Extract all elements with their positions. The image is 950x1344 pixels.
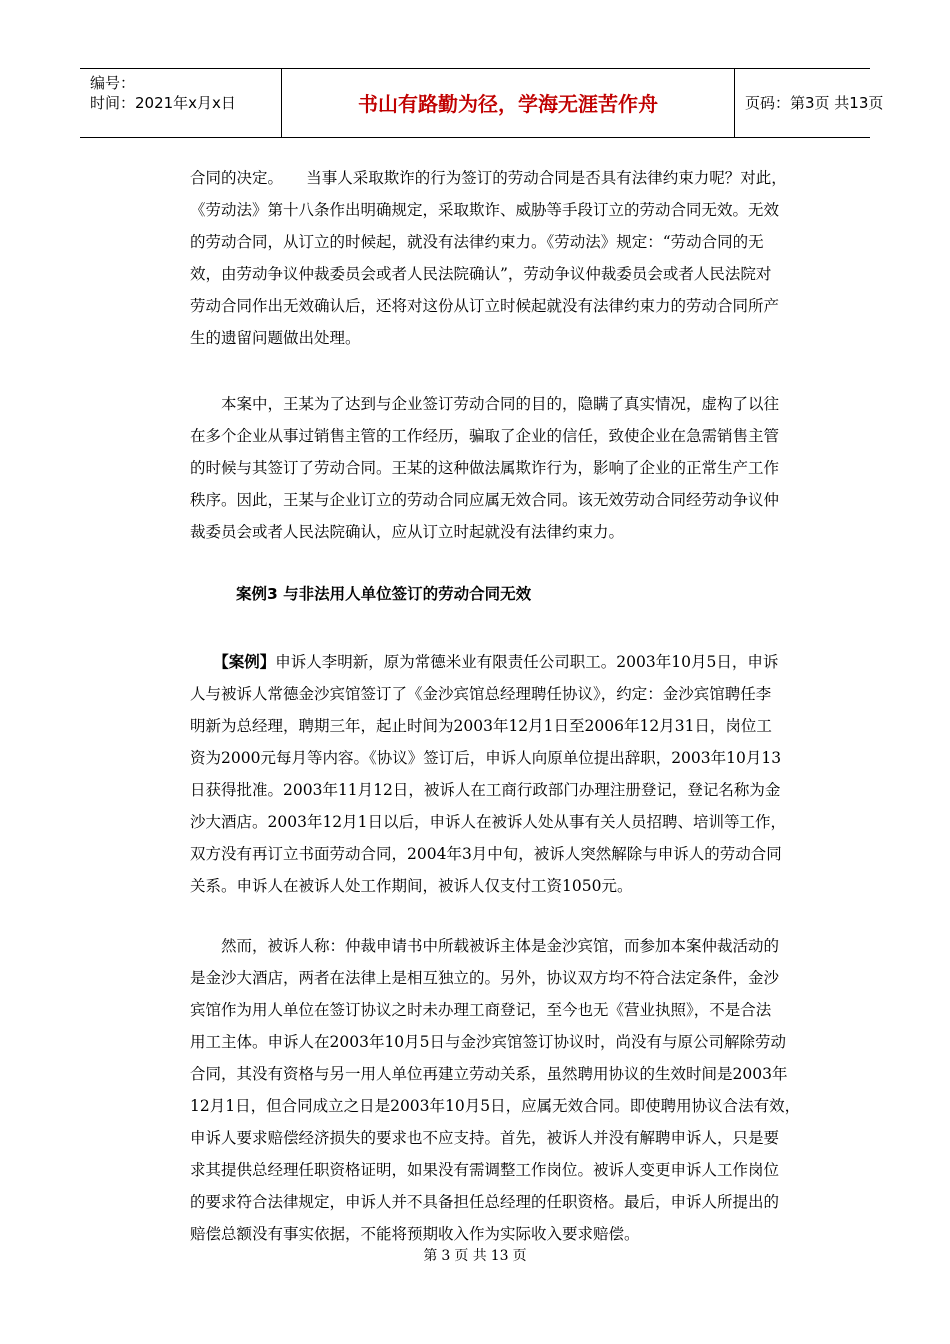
footer-middle: 页 共	[454, 1248, 487, 1264]
page-footer	[0, 1246, 950, 1266]
paragraph-1	[190, 162, 852, 354]
text-line: 的要求符合法律规定，申诉人并不具备担任总经理的任职资格。最后，申诉人所提出的	[190, 1193, 780, 1211]
footer-suffix: 页	[512, 1248, 527, 1264]
text-line: 生的遗留问题做出处理。	[190, 329, 361, 347]
case-first-line: 申诉人李明新，原为常德米业有限责任公司职工。2003年10月5日，申诉	[275, 653, 779, 671]
header-motto-cell	[282, 69, 735, 137]
text-line: 明新为总经理，聘期三年，起止时间为2003年12月1日至2006年12月31日，岗位工	[190, 717, 772, 735]
text-line: 关系。申诉人在被诉人处工作期间，被诉人仅支付工资1050元。	[190, 877, 633, 895]
page-info: 页码：第3页 共13页	[745, 94, 884, 112]
text-line: 12月1日，但合同成立之日是2003年10月5日，应属无效合同。即使聘用协议合法有效，	[190, 1097, 801, 1115]
text-line: 的劳动合同，从订立的时候起，就没有法律约束力。《劳动法》规定：“劳动合同的无	[190, 233, 764, 251]
text-line: 的时候与其签订了劳动合同。王某的这种做法属欺诈行为，影响了企业的正常生产工作	[190, 459, 780, 477]
text-line: 劳动合同作出无效确认后，还将对这份从订立时候起就没有法律约束力的劳动合同所产	[190, 297, 780, 315]
text-line: 日获得批准。2003年11月12日，被诉人在工商行政部门办理注册登记，登记名称为金	[190, 781, 781, 799]
text-line: 资为2000元每月等内容。《协议》签订后，申诉人向原单位提出辞职，2003年10月13	[190, 749, 782, 767]
text-line: 裁委员会或者人民法院确认，应从订立时起就没有法律约束力。	[190, 523, 625, 541]
case-title: 案例3 与非法用人单位签订的劳动合同无效	[236, 585, 532, 603]
footer-prefix: 第	[423, 1248, 438, 1264]
text-line: 合同，其没有资格与另一用人单位再建立劳动关系，虽然聘用协议的生效时间是2003年	[190, 1065, 788, 1083]
paragraph-respondent	[190, 930, 852, 1250]
header-right-cell	[735, 69, 884, 137]
number-label: 编号：	[90, 74, 136, 92]
footer-total-pages: 13	[490, 1248, 509, 1264]
text-line: 人与被诉人常德金沙宾馆签订了《金沙宾馆总经理聘任协议》，约定：金沙宾馆聘任李	[190, 685, 772, 703]
text-line: 沙大酒店。2003年12月1日以后，申诉人在被诉人处从事有关人员招聘、培训等工作，	[190, 813, 787, 831]
case-label: 【案例】	[221, 652, 276, 671]
case-paragraph	[190, 646, 852, 902]
text-line	[190, 646, 852, 678]
text-line: 秩序。因此，王某与企业订立的劳动合同应属无效合同。该无效劳动合同经劳动争议仲	[190, 491, 780, 509]
text-line: 合同的决定。 当事人采取欺诈的行为签订的劳动合同是否具有法律约束力呢？对此，	[190, 169, 787, 187]
footer-current-page: 3	[441, 1248, 451, 1264]
motto-text: 书山有路勤为径，学海无涯苦作舟	[358, 92, 658, 116]
text-line: 《劳动法》第十八条作出明确规定，采取欺诈、威胁等手段订立的劳动合同无效。无效	[190, 201, 780, 219]
text-line: 是金沙大酒店，两者在法律上是相互独立的。另外，协议双方均不符合法定条件，金沙	[190, 969, 780, 987]
paragraph-2	[190, 388, 852, 548]
text-line: 申诉人要求赔偿经济损失的要求也不应支持。首先，被诉人并没有解聘申诉人，只是要	[190, 1129, 780, 1147]
text-line: 求其提供总经理任职资格证明，如果没有需调整工作岗位。被诉人变更申诉人工作岗位	[190, 1161, 780, 1179]
text-line: 效，由劳动争议仲裁委员会或者人民法院确认”，劳动争议仲裁委员会或者人民法院对	[190, 265, 772, 283]
header-left-cell	[80, 69, 282, 137]
text-line: 双方没有再订立书面劳动合同，2004年3月中旬，被诉人突然解除与申诉人的劳动合同	[190, 845, 782, 863]
text-line: 用工主体。申诉人在2003年10月5日与金沙宾馆签订协议时，尚没有与原公司解除劳动	[190, 1033, 787, 1051]
text-line: 赔偿总额没有事实依据，不能将预期收入作为实际收入要求赔偿。	[190, 1225, 640, 1243]
text-line: 宾馆作为用人单位在签订协议之时未办理工商登记，至今也无《营业执照》，不是合法	[190, 1001, 772, 1019]
text-line: 然而，被诉人称：仲裁申请书中所载被诉主体是金沙宾馆，而参加本案仲裁活动的	[190, 937, 780, 955]
document-header	[80, 68, 884, 138]
time-label: 时间：2021年x月x日	[90, 94, 236, 112]
text-line: 在多个企业从事过销售主管的工作经历，骗取了企业的信任，致使企业在急需销售主管	[190, 427, 780, 445]
text-line: 本案中，王某为了达到与企业签订劳动合同的目的，隐瞒了真实情况，虚构了以往	[190, 395, 780, 413]
